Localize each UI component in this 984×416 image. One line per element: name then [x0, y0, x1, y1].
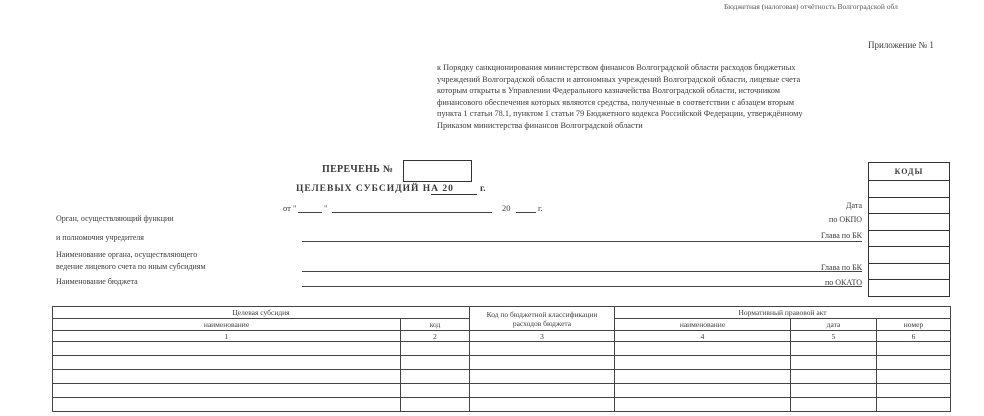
table-cell[interactable] — [53, 356, 401, 370]
code-cell-date[interactable] — [868, 198, 950, 215]
table-cell[interactable] — [791, 398, 877, 412]
budget-field[interactable] — [302, 286, 862, 287]
table-cell[interactable] — [791, 342, 877, 356]
table-cell[interactable] — [877, 342, 951, 356]
intro-line: Приказом министерства финансов Волгоградской области — [437, 120, 643, 130]
appendix-label: Приложение № 1 — [868, 40, 934, 50]
col-number: 1 — [53, 331, 401, 342]
code-cell-glava1[interactable] — [868, 231, 950, 248]
intro-paragraph — [437, 62, 935, 132]
table-cell[interactable] — [401, 370, 470, 384]
col-name: наименование — [53, 319, 401, 331]
label-okato: по ОКАТО — [824, 278, 862, 287]
table-row — [53, 370, 951, 384]
table-row — [53, 398, 951, 412]
header-budget-code-line1: Код по бюджетной классификации — [486, 309, 598, 319]
table-cell[interactable] — [615, 342, 791, 356]
date-prefix: от " — [283, 203, 297, 213]
table-row — [53, 342, 951, 356]
table-cell[interactable] — [53, 398, 401, 412]
codes-box — [868, 162, 950, 297]
number-field[interactable] — [403, 160, 472, 182]
header-legal-act: Нормативный правовой акт — [615, 307, 951, 319]
header-budget-code-line2: расходов бюджета — [512, 318, 572, 328]
year-field[interactable] — [431, 194, 477, 195]
table-cell[interactable] — [53, 384, 401, 398]
col-number: 5 — [791, 331, 877, 342]
date-quote: " — [324, 203, 328, 213]
label-recipient-1: Наименование органа, осуществляющего — [56, 250, 198, 259]
top-reference: Бюджетная (налоговая) отчётность Волгоградской обл — [724, 2, 898, 11]
col-act-date: дата — [791, 319, 877, 331]
label-glava-1: Глава по БК — [821, 231, 862, 240]
document-title: ПЕРЕЧЕНЬ № — [322, 164, 394, 175]
table-cell[interactable] — [877, 384, 951, 398]
date-year-label: 20 — [502, 203, 511, 213]
code-cell-form[interactable] — [868, 181, 950, 198]
table-cell[interactable] — [791, 384, 877, 398]
table-cell[interactable] — [615, 398, 791, 412]
subtitle-suffix: г. — [480, 184, 486, 194]
table-row — [53, 356, 951, 370]
table-cell[interactable] — [877, 398, 951, 412]
organ-field[interactable] — [302, 241, 862, 242]
code-cell-okato[interactable] — [868, 280, 950, 297]
table-cell[interactable] — [401, 384, 470, 398]
col-number: 3 — [470, 331, 615, 342]
table-cell[interactable] — [470, 342, 615, 356]
date-year-suffix: г. — [538, 203, 543, 213]
intro-line: к Порядку санкционирования министерством финансов Волгоградской области расходов бюджетных — [437, 63, 796, 72]
table-cell[interactable] — [615, 384, 791, 398]
label-recipient-2: ведение лицевого счета по иным субсидиям — [56, 262, 206, 271]
col-act-name: наименование — [615, 319, 791, 331]
intro-line: пункта 1 статьи 78.1, пунктом 1 статьи 79 Бюджетного кодекса Российской Федерации, утверждённому — [437, 109, 803, 119]
month-field[interactable] — [332, 212, 492, 213]
table-cell[interactable] — [401, 356, 470, 370]
table-cell[interactable] — [470, 398, 615, 412]
col-number: 2 — [401, 331, 470, 342]
table-cell[interactable] — [615, 370, 791, 384]
table-cell[interactable] — [791, 370, 877, 384]
day-field[interactable] — [298, 212, 322, 213]
col-act-number: номер — [877, 319, 951, 331]
label-okpo: по ОКПО — [829, 215, 862, 224]
intro-line: финансового обеспечения которых являются средства, полученные в соответствии с абзацем вторым — [437, 97, 795, 107]
intro-line: учреждений Волгоградской области и автономных учреждений Волгоградской области, лицевые счета — [437, 74, 801, 84]
date-year-field[interactable] — [516, 212, 536, 213]
recipient-field[interactable] — [302, 271, 862, 272]
col-code: код — [401, 319, 470, 331]
table-cell[interactable] — [877, 356, 951, 370]
label-organ-1: Орган, осуществляющий функции — [56, 214, 174, 223]
table-cell[interactable] — [470, 384, 615, 398]
subsidy-table — [52, 306, 951, 412]
table-cell[interactable] — [615, 356, 791, 370]
code-cell-empty[interactable] — [868, 247, 950, 264]
table-cell[interactable] — [470, 356, 615, 370]
table-cell[interactable] — [877, 370, 951, 384]
document-subtitle: ЦЕЛЕВЫХ СУБСИДИЙ НА 20 — [296, 184, 454, 194]
code-cell-glava2[interactable] — [868, 264, 950, 281]
table-cell[interactable] — [791, 356, 877, 370]
table-cell[interactable] — [53, 370, 401, 384]
col-number: 6 — [877, 331, 951, 342]
codes-header: КОДЫ — [868, 162, 950, 181]
table-cell[interactable] — [401, 342, 470, 356]
code-cell-okpo[interactable] — [868, 214, 950, 231]
col-number: 4 — [615, 331, 791, 342]
header-budget-code — [470, 307, 615, 331]
header-target-subsidy: Целевая субсидия — [53, 307, 470, 319]
table-cell[interactable] — [470, 370, 615, 384]
label-organ-2: и полномочия учредителя — [56, 233, 144, 242]
table-cell[interactable] — [401, 398, 470, 412]
label-glava-2: Глава по БК — [821, 263, 862, 272]
table-cell[interactable] — [53, 342, 401, 356]
label-date: Дата — [846, 201, 862, 210]
intro-line: которым открыты в Управлении Федерального казначейства Волгоградской области, источником — [437, 86, 781, 96]
table-row — [53, 384, 951, 398]
label-budget: Наименование бюджета — [56, 277, 138, 286]
